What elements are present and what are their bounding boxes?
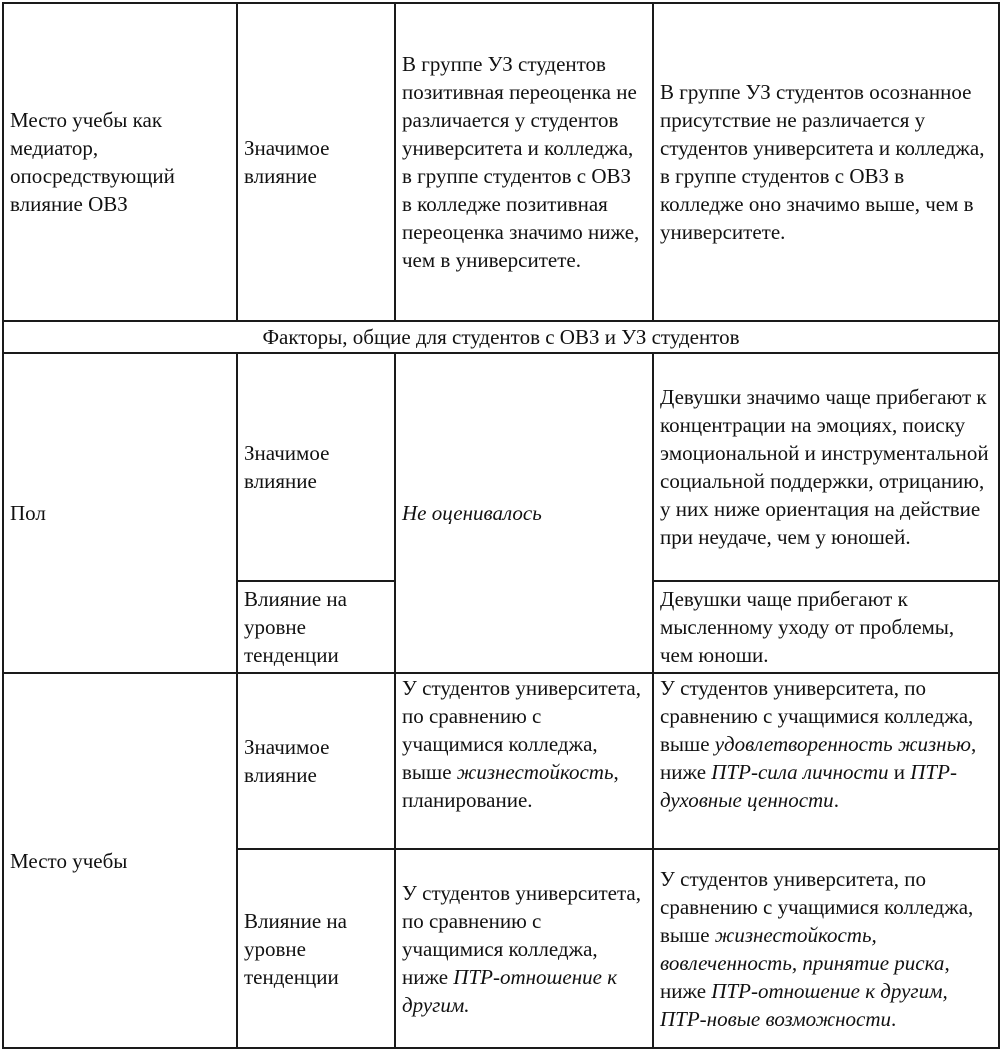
result-cell: Не оценивалось — [395, 353, 653, 673]
influence-cell: Значимое влияние — [237, 3, 395, 321]
table-row — [3, 3, 999, 321]
result-cell: Девушки значимо чаще прибегают к концентрации на эмоциях, поиску эмоциональной и инструментальной социальной поддержки, отрицанию, у них ниже ориентация на действие при неудаче, чем у юношей. — [653, 353, 999, 581]
influence-cell: Влияние на уровне тенденции — [237, 581, 395, 673]
influence-cell: Значимое влияние — [237, 353, 395, 581]
influence-cell: Влияние на уровне тенденции — [237, 849, 395, 1048]
result-cell: В группе УЗ студентов позитивная переоценка не различается у студентов университета и колледжа, в группе студентов с ОВЗ в колледже позитивная переоценка значимо ниже, чем в университете. — [395, 3, 653, 321]
factor-cell: Место учебы — [3, 673, 237, 1048]
result-cell: Девушки чаще прибегают к мысленному уходу от проблемы, чем юноши. — [653, 581, 999, 673]
result-cell: У студентов университета, по сравнению с учащимися колледжа, выше жизнестойкость, планирование. — [395, 673, 653, 849]
result-cell: В группе УЗ студентов осознанное присутствие не различается у студентов университета и колледжа, в группе студентов с ОВЗ в колледже оно значимо выше, чем в университете. — [653, 3, 999, 321]
factor-cell: Место учебы как медиатор, опосредствующий влияние ОВЗ — [3, 3, 237, 321]
factor-cell: Пол — [3, 353, 237, 673]
table-row — [3, 673, 999, 849]
result-cell: У студентов университета, по сравнению с учащимися колледжа, выше жизнестойкость, вовлеченность, принятие риска, ниже ПТР-отношение к другим, ПТР-новые возможности. — [653, 849, 999, 1048]
result-cell: У студентов университета, по сравнению с учащимися колледжа, ниже ПТР-отношение к другим. — [395, 849, 653, 1048]
influence-cell: Значимое влияние — [237, 673, 395, 849]
table-row — [3, 353, 999, 581]
results-table — [2, 2, 1000, 1049]
result-cell: У студентов университета, по сравнению с учащимися колледжа, выше удовлетворенность жизнью, ниже ПТР-сила личности и ПТР-духовные ценности. — [653, 673, 999, 849]
section-header: Факторы, общие для студентов с ОВЗ и УЗ студентов — [3, 321, 999, 353]
section-header-row — [3, 321, 999, 353]
